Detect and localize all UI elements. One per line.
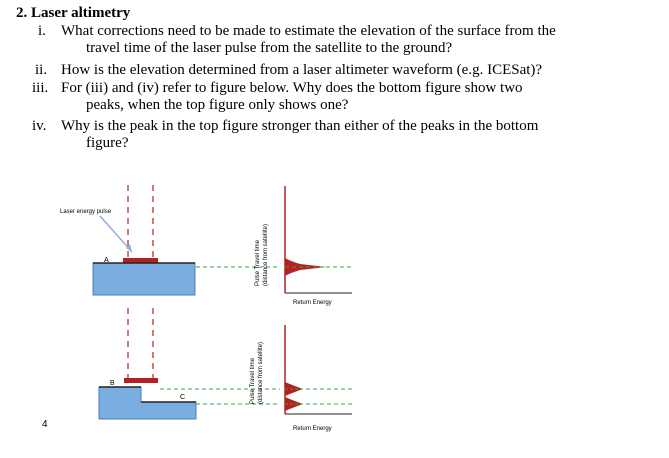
bottom-pulse-footprint [124, 378, 158, 383]
bottom-x-axis-label: Return Energy [293, 426, 332, 432]
question-3-line1: For (iii) and (iv) refer to figure below. Why does the bottom figure show two [61, 80, 523, 96]
section-heading: 2. Laser altimetry [16, 5, 131, 21]
question-4-number: iv. [32, 118, 47, 134]
question-4-line1: Why is the peak in the top figure stronger than either of the peaks in the bottom [61, 118, 539, 134]
top-x-axis-label: Return Energy [293, 300, 332, 306]
page-number: 4 [42, 419, 48, 430]
top-y-axis-label-2: (distance from satellite) [263, 223, 269, 286]
point-c-label: C [180, 394, 186, 401]
top-return-waveform [285, 258, 326, 276]
point-b-label: B [110, 380, 115, 387]
laser-pulse-label: Laser energy pulse [60, 209, 112, 215]
laser-label-pointer [100, 216, 132, 252]
point-a-label: A [104, 257, 109, 264]
bottom-stepped-surface [99, 387, 196, 419]
question-3-line2: peaks, when the top figure only shows one? [86, 97, 349, 113]
bottom-y-axis-label-1: Pulse Travel time [250, 357, 256, 404]
question-1-line1: What corrections need to be made to estimate the elevation of the surface from the [61, 23, 556, 39]
top-y-axis-label-1: Pulse Travel time [255, 239, 261, 286]
question-2-number: ii. [35, 62, 48, 78]
top-surface-block [93, 263, 195, 295]
question-2-line1: How is the elevation determined from a laser altimeter waveform (e.g. ICESat)? [61, 62, 543, 78]
question-4-line2: figure? [86, 135, 129, 151]
question-1-number: i. [38, 23, 46, 39]
question-3-number: iii. [32, 80, 49, 96]
bottom-y-axis-label-2: (distance from satellite) [258, 341, 264, 404]
question-1-line2: travel time of the laser pulse from the satellite to the ground? [86, 40, 453, 56]
